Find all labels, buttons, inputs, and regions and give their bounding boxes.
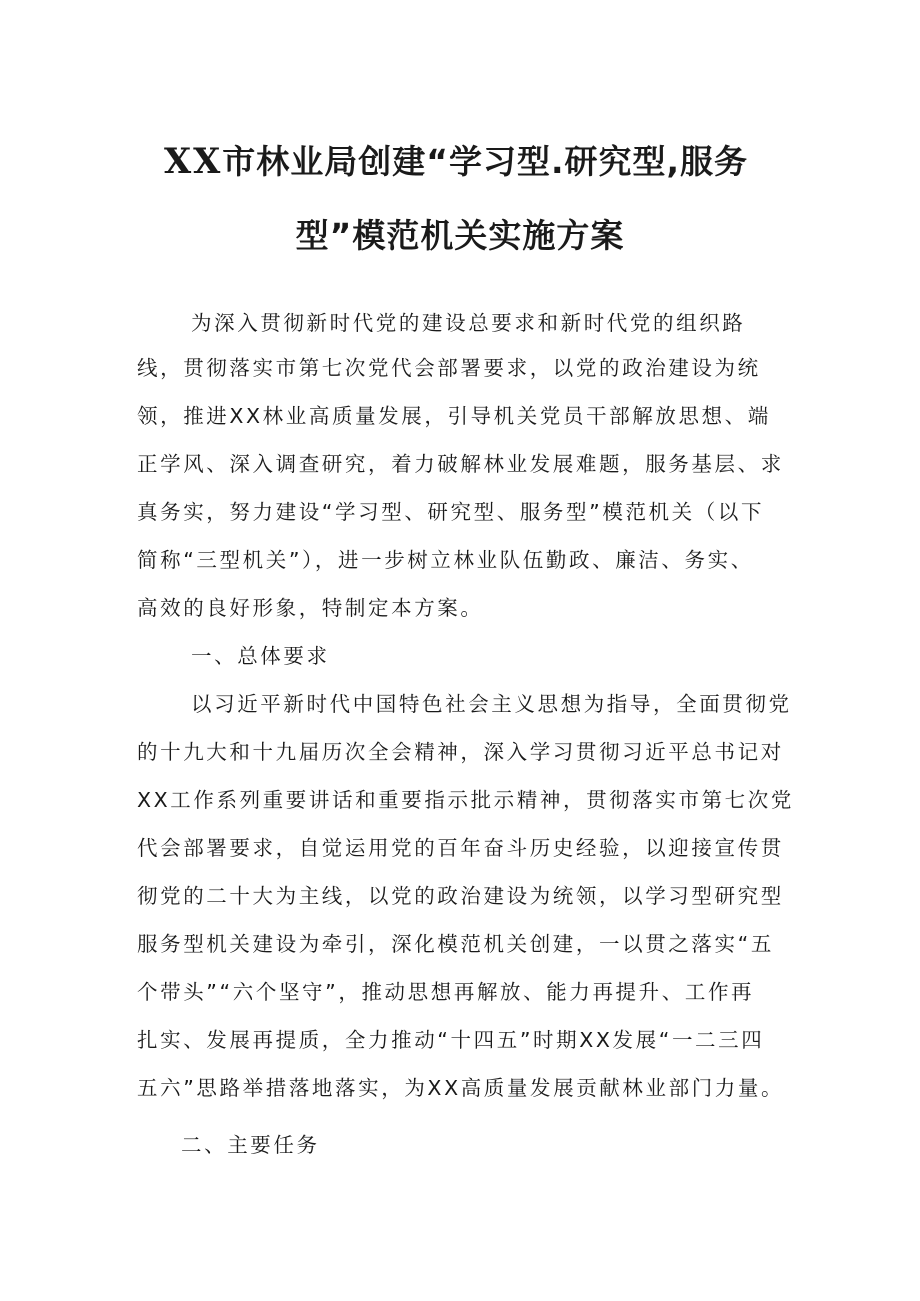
paragraph-line: 正学风、深入调查研究，着力破解林业发展难题，服务基层、求	[137, 452, 784, 476]
paragraph-line: 领，推进XX林业高质量发展，引导机关党员干部解放思想、端	[137, 404, 771, 428]
paragraph-line: 以习近平新时代中国特色社会主义思想为指导，全面贯彻党	[191, 692, 792, 716]
paragraph-line: XX工作系列重要讲话和重要指示批示精神，贯彻落实市第七次党	[137, 788, 794, 812]
paragraph-line: 彻党的二十大为主线，以党的政治建设为统领，以学习型研究型	[137, 884, 784, 908]
paragraph-line: 五六”思路举措落地落实，为XX高质量发展贡献林业部门力量。	[137, 1076, 785, 1100]
document-title-line-2: 型”模范机关实施方案	[295, 216, 625, 255]
paragraph-line: 服务型机关建设为牵引，深化模范机关创建，一以贯之落实“五	[137, 932, 774, 956]
paragraph-line: 简称“三型机关”），进一步树立林业队伍勤政、廉洁、务实、	[137, 548, 754, 572]
paragraph-line: 为深入贯彻新时代党的建设总要求和新时代党的组织路	[191, 311, 746, 335]
paragraph-line: 个带头”“六个坚守”，推动思想再解放、能力再提升、工作再	[137, 980, 755, 1004]
paragraph-line: 代会部署要求，自觉运用党的百年奋斗历史经验，以迎接宣传贯	[137, 836, 784, 860]
paragraph-line: 线，贯彻落实市第七次党代会部署要求，以党的政治建设为统	[137, 356, 761, 380]
section-heading: 一、总体要求	[191, 644, 330, 668]
section-heading: 二、主要任务	[181, 1133, 320, 1157]
document-title-line-1	[0, 136, 920, 183]
paragraph-line: 的十九大和十九届历次全会精神，深入学习贯彻习近平总书记对	[137, 740, 784, 764]
paragraph-line: 高效的良好形象，特制定本方案。	[137, 596, 484, 620]
title-line-1-text: 市林业局创建“学习型.研究型,服务	[222, 142, 749, 181]
paragraph-line: 真务实，努力建设“学习型、研究型、服务型”模范机关（以下	[137, 500, 765, 524]
paragraph-line: 扎实、发展再提质，全力推动“十四五”时期XX发展“一二三四	[137, 1028, 765, 1052]
title-prefix: XX	[163, 141, 223, 182]
